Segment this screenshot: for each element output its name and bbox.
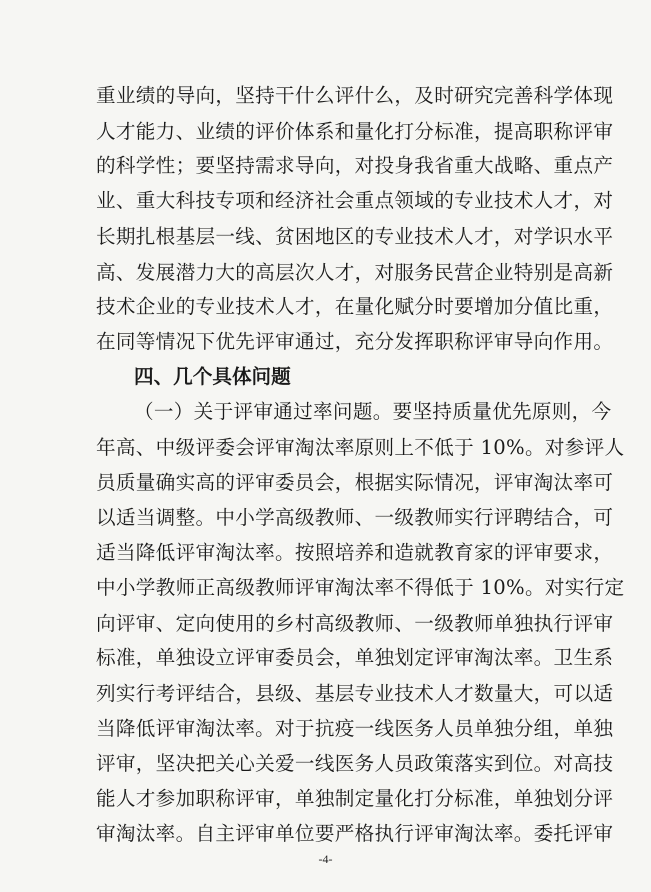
- paragraph-line: 的科学性；要坚持需求导向，对投身我省重大战略、重点产: [96, 154, 614, 177]
- paragraph-line: 能人才参加职称评审，单独制定量化打分标准，单独划分评: [96, 787, 614, 810]
- paragraph-line: 年高、中级评委会评审淘汰率原则上不低于 10%。对参评人: [96, 436, 625, 459]
- paragraph-line: 中小学教师正高级教师评审淘汰率不得低于 10%。对实行定: [96, 576, 625, 599]
- paragraph-line: 长期扎根基层一线、贫困地区的专业技术人才，对学识水平: [96, 225, 614, 248]
- paragraph-line: 高、发展潜力大的高层次人才，对服务民营企业特别是高新: [96, 261, 614, 284]
- paragraph-line: 向评审、定向使用的乡村高级教师、一级教师单独执行评审: [96, 612, 614, 635]
- paragraph-line: 标准，单独设立评审委员会，单独划定评审淘汰率。卫生系: [96, 646, 614, 669]
- paragraph-line: 技术企业的专业技术人才，在量化赋分时要增加分值比重，: [96, 295, 614, 318]
- paragraph-line: 重业绩的导向，坚持干什么评什么，及时研究完善科学体现: [96, 84, 614, 107]
- paragraph-line: （一）关于评审通过率问题。要坚持质量优先原则，今: [134, 400, 612, 423]
- section-heading: 四、几个具体问题: [134, 365, 291, 388]
- paragraph-line: 业、重大科技专项和经济社会重点领域的专业技术人才，对: [96, 189, 614, 212]
- paragraph-line: 员质量确实高的评审委员会，根据实际情况，评审淘汰率可: [96, 471, 614, 494]
- page-number: -4-: [318, 852, 333, 866]
- paragraph-line: 在同等情况下优先评审通过，充分发挥职称评审导向作用。: [96, 330, 614, 353]
- paragraph-line: 适当降低评审淘汰率。按照培养和造就教育家的评审要求，: [96, 541, 614, 564]
- paragraph-line: 审淘汰率。自主评审单位要严格执行评审淘汰率。委托评审: [96, 822, 614, 845]
- paragraph-line: 评审，坚决把关心关爱一线医务人员政策落实到位。对高技: [96, 752, 614, 775]
- paragraph-line: 列实行考评结合，县级、基层专业技术人才数量大，可以适: [96, 682, 614, 705]
- paragraph-line: 当降低评审淘汰率。对于抗疫一线医务人员单独分组，单独: [96, 717, 614, 740]
- paragraph-line: 以适当调整。中小学高级教师、一级教师实行评聘结合，可: [96, 506, 614, 529]
- paragraph-line: 人才能力、业绩的评价体系和量化打分标准，提高职称评审: [96, 120, 614, 143]
